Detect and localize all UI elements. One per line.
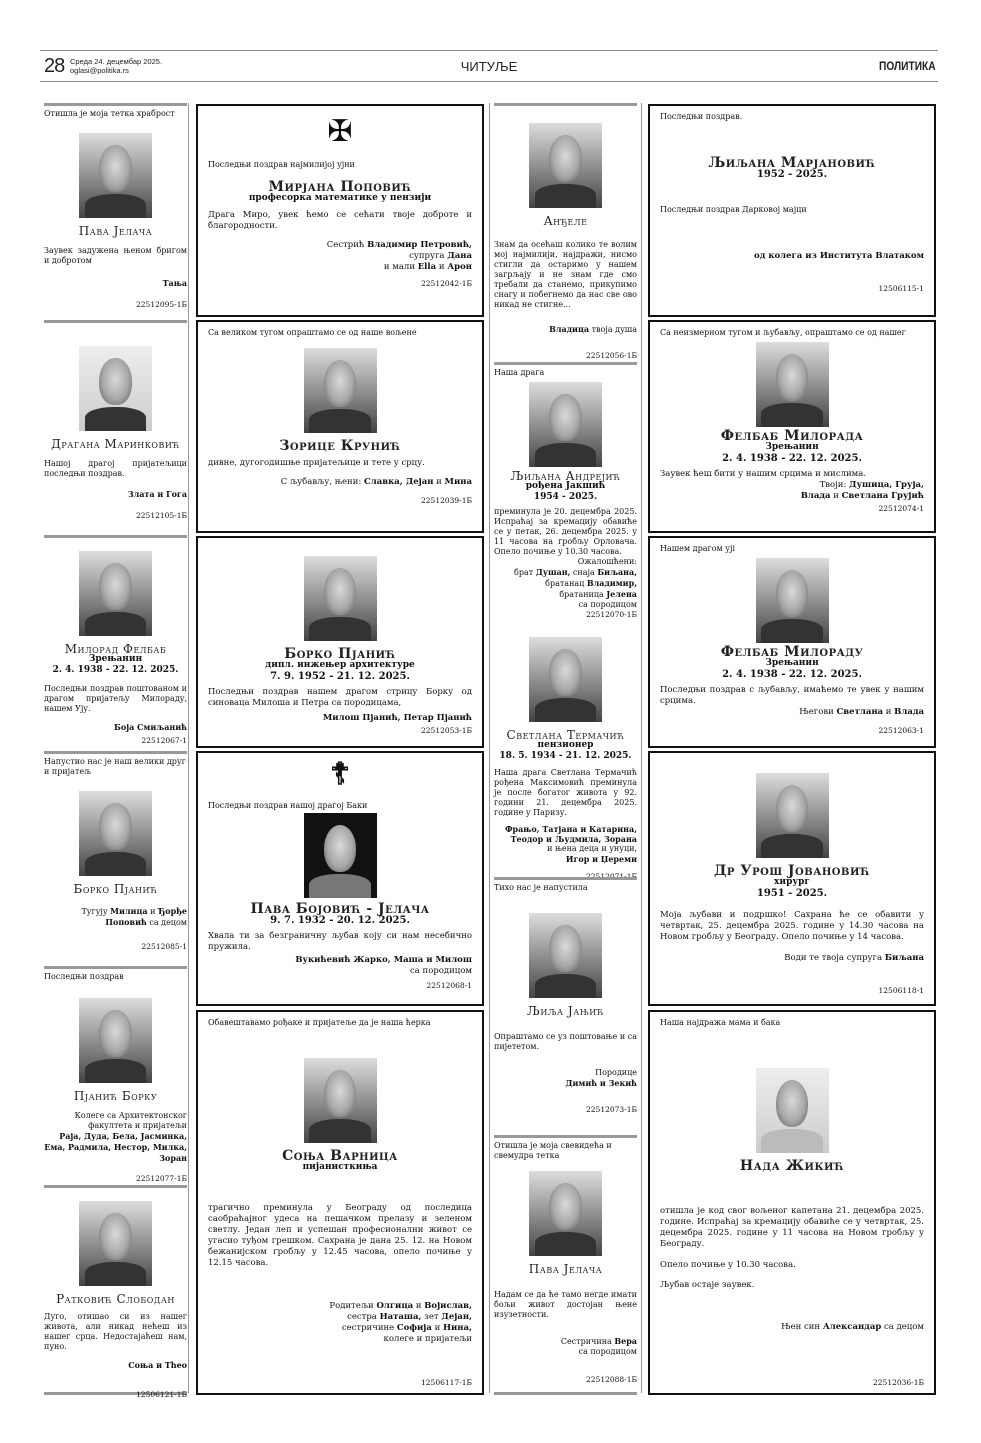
obituary-notice bbox=[196, 536, 484, 748]
portrait-photo bbox=[756, 342, 829, 427]
notice-signature bbox=[660, 707, 924, 718]
deceased-name: Нада Жикић bbox=[739, 1158, 845, 1174]
notice-intro: Обавештавамо рођаке и пријатеље да је наша ћерка bbox=[208, 1018, 431, 1027]
notice-text: Заувек ћеш бити у нашим срцима и мислима. bbox=[660, 469, 867, 479]
page-header bbox=[40, 50, 938, 82]
obituary-notice bbox=[648, 104, 936, 317]
obituary-notice bbox=[196, 104, 484, 317]
signature-name: Влада bbox=[894, 707, 924, 717]
deceased-name: Љиљана Андрејић bbox=[510, 469, 621, 483]
signature-text: са децом bbox=[881, 1322, 924, 1332]
notice-signature: са породицом bbox=[410, 966, 472, 976]
signature-text: Њен син bbox=[781, 1322, 823, 1332]
signature-name: Димић и Зекић bbox=[565, 1078, 637, 1088]
portrait-photo bbox=[529, 123, 602, 208]
notice-signature bbox=[660, 953, 924, 964]
obituary-notice bbox=[196, 320, 484, 533]
orthodox-cross-icon: ✠ bbox=[327, 114, 353, 149]
column-divider bbox=[188, 103, 189, 1393]
portrait-photo bbox=[79, 551, 152, 636]
signature-text: твоја душа bbox=[589, 325, 637, 334]
portrait-photo bbox=[79, 133, 152, 218]
life-dates: 1952 - 2025. bbox=[756, 169, 828, 180]
portrait-photo bbox=[756, 558, 829, 643]
signature-text: Твоји: bbox=[819, 480, 850, 490]
ad-code: 22512085-1 bbox=[141, 942, 187, 951]
signature-name: Нина, bbox=[442, 1323, 472, 1333]
notice-text: Знам да осећаш колико те волим мој најмилији, најдражи, нисмо стигли да остаримо у нашем загрљају и не знам где смо требали да станемо, прикупимо снагу и побегнемо да нас све ово никад не стигне... bbox=[494, 240, 637, 309]
portrait-photo bbox=[79, 346, 152, 431]
signature-name: Душица, Груја, bbox=[849, 480, 924, 490]
column-divider bbox=[641, 103, 642, 1393]
signature-name: Арон bbox=[447, 262, 472, 272]
obituary-notice bbox=[44, 535, 187, 750]
ad-code: 22512053-1Б bbox=[421, 726, 472, 735]
signature-text: и bbox=[830, 491, 842, 501]
signature-text: Води те твоја супруга bbox=[784, 953, 885, 963]
ad-code: 22512071-1Б bbox=[586, 872, 637, 881]
notice-text: Последњи поздрав с љубављу, имаћемо те увек у нашим срцима. bbox=[660, 685, 924, 706]
signature-text: и њена деца и унуци, bbox=[547, 844, 637, 853]
ad-code: 22512070-1Б bbox=[586, 610, 637, 619]
contact-email[interactable]: oglasi@politika.rs bbox=[70, 66, 129, 75]
notice-signature bbox=[660, 480, 924, 502]
signature-text: братанац bbox=[545, 579, 587, 588]
ad-code: 22512036-1Б bbox=[873, 1378, 924, 1387]
deceased-name: Соња Варница bbox=[282, 1148, 398, 1164]
notice-intro: Отишла је моја свевидећа и свемудра тетка bbox=[494, 1141, 612, 1160]
notice-text: Драга Миро, увек ћемо се сећати твоје доброте и благородности. bbox=[208, 210, 472, 231]
deceased-name: Фелбаб Милораду bbox=[720, 644, 864, 660]
ad-code: 12506117-1Б bbox=[421, 1378, 472, 1387]
signature-name: Милица bbox=[110, 906, 148, 916]
life-dates: 2. 4. 1938 - 22. 12. 2025. bbox=[722, 453, 862, 464]
notice-text: преминула је 20. децембра 2025. Испраћај за кремацију обавиће се у петак, 26. децембра 2025. у 11 часова на гробљу Орловача. Опело почиње у 10.30 часова. bbox=[494, 507, 637, 556]
obituary-notice bbox=[44, 966, 187, 1184]
signature-text: са децом bbox=[146, 918, 187, 927]
signature-text: Тугују bbox=[81, 907, 111, 916]
signature-text: колеге и пријатељи bbox=[383, 1334, 472, 1344]
life-dates: 2. 4. 1938 - 22. 12. 2025. bbox=[722, 669, 862, 680]
obituary-notice bbox=[44, 751, 187, 966]
life-dates: 1954 - 2025. bbox=[533, 492, 598, 502]
notice-signature: Боја Смиљанић bbox=[114, 722, 187, 732]
signature-name: Јелена bbox=[606, 589, 637, 599]
notice-text: Дуго, отишао си из нашег живота, али никад нећеш из нашег срца. Недостајаћеш нам, пуно. bbox=[44, 1312, 187, 1351]
obituary-notice bbox=[44, 320, 187, 535]
signature-text: и bbox=[431, 1323, 443, 1333]
portrait-photo bbox=[529, 382, 602, 467]
notice-text: трагично преминула у Београду од последица саобраћајног удеса на пешачком прелазу и зеленом светлу. Један леп и успешан професионални живот се угасио туђом грешком. Сахрана је дана 25. 12. на Новом бежанијском гробљу у 12.45 часова, опело почиње у 12.15 часова. bbox=[208, 1203, 472, 1268]
deceased-name: Анђеле bbox=[543, 214, 588, 228]
life-dates: 1951 - 2025. bbox=[756, 888, 828, 899]
signature-text: Колеге са Архитектонског bbox=[74, 1111, 187, 1120]
ad-code: 12506118-1 bbox=[878, 986, 924, 995]
obituary-notice bbox=[494, 103, 637, 359]
ad-code: 22512067-1 bbox=[141, 736, 187, 745]
deceased-name: Зорице Крунић bbox=[279, 438, 401, 454]
notice-intro: Са великом тугом опраштамо се од наше вољене bbox=[208, 328, 417, 337]
obituary-notice bbox=[494, 362, 637, 624]
signature-text: и bbox=[147, 907, 159, 916]
obituary-notice bbox=[196, 751, 484, 1006]
signature-text: С љубављу, њени: bbox=[280, 477, 364, 487]
signature-name: Ella bbox=[417, 262, 437, 272]
issue-date: Среда 24. децембар 2025. bbox=[70, 57, 163, 66]
notice-signature bbox=[44, 1111, 187, 1164]
signature-name: Фрањо, Татјана и Катарина, bbox=[504, 824, 637, 834]
notice-signature bbox=[208, 240, 472, 273]
deceased-name: Пава Јелача bbox=[528, 1262, 603, 1276]
signature-name: Мина bbox=[444, 477, 472, 487]
ad-code: 22512039-1Б bbox=[421, 496, 472, 505]
deceased-name: Љиља Јањић bbox=[526, 1004, 605, 1018]
notice-intro: Нашем драгом ујi bbox=[660, 544, 736, 553]
notice-signature bbox=[494, 557, 637, 610]
deceased-name: Борко Пјанић bbox=[73, 882, 158, 896]
notice-text: Последњи поздрав Дарковој мајци bbox=[660, 205, 807, 214]
portrait-photo bbox=[304, 556, 377, 641]
deceased-town: Зрењанин bbox=[88, 654, 143, 664]
deceased-name: Ратковић Слободан bbox=[56, 1292, 175, 1306]
ad-code: 22512077-1Б bbox=[136, 1174, 187, 1183]
notice-signature bbox=[494, 1336, 637, 1357]
notice-signature: Вукићевић Жарко, Маша и Милош bbox=[295, 955, 472, 965]
maiden-name: рођена Јакшић bbox=[525, 481, 606, 491]
signature-text: Сестрић bbox=[326, 240, 368, 250]
obituary-notice bbox=[44, 1185, 187, 1399]
signature-text: супруга bbox=[409, 251, 448, 261]
orthodox-cross-icon: ☦ bbox=[330, 757, 350, 792]
ad-code: 22512095-1Б bbox=[136, 300, 187, 309]
life-dates: 7. 9. 1952 - 21. 12. 2025. bbox=[270, 671, 410, 682]
signature-text: снаја bbox=[570, 568, 598, 577]
deceased-name: Фелбаб Милорада bbox=[720, 428, 864, 444]
notice-intro: Отишла је моја тетка храброст bbox=[44, 109, 175, 118]
signature-name: Светлана Грујић bbox=[841, 491, 924, 501]
ad-code: 22512074-1 bbox=[878, 504, 924, 513]
portrait-photo bbox=[79, 791, 152, 876]
signature-text: и bbox=[433, 477, 445, 487]
notice-text: Последњи поздрав нашем драгом стрицу Борку од синоваца Милоша и Петра са породицама, bbox=[208, 687, 472, 708]
notice-intro: Са неизмерном тугом и љубављу, опраштамо се од нашег bbox=[660, 328, 906, 337]
ad-code: 22512068-1 bbox=[426, 981, 472, 990]
ad-code: 12506121-1Б bbox=[136, 1390, 187, 1399]
signature-name: Војислав, bbox=[424, 1301, 472, 1311]
deceased-town: Зрењанин bbox=[765, 442, 819, 452]
notice-intro: Наша најдража мама и бака bbox=[660, 1018, 781, 1027]
signature-text: сестричине bbox=[341, 1323, 397, 1333]
signature-name: Славка, Дејан bbox=[363, 477, 434, 487]
signature-name: Дејан, bbox=[441, 1312, 472, 1322]
deceased-name: Милорад Фелбаб bbox=[64, 642, 167, 656]
section-title: ЧИТУЉЕ bbox=[460, 59, 518, 74]
notice-intro: Последњи поздрав bbox=[44, 972, 124, 981]
deceased-name: Пава Бојовић - Јелача bbox=[250, 901, 430, 917]
deceased-name: Борко Пјанић bbox=[284, 646, 396, 662]
signature-names: Раја, Дуда, Бела, Јасминка, Ема, Радмила, Нестор, Милка, Зоран bbox=[44, 1131, 187, 1163]
deceased-name: Љиљана Марјановић bbox=[708, 155, 876, 171]
obituary-notice bbox=[648, 751, 936, 1006]
notice-intro: Тихо нас је напустила bbox=[494, 883, 588, 892]
notice-text: Наша драга Светлана Термачић рођена Максимовић преминула је после богатог живота у 92. години 21. децембра 2025. године у Паризу. bbox=[494, 768, 637, 817]
notice-signature bbox=[208, 477, 472, 488]
notice-intro: Напустио нас је наш велики друг и пријатељ bbox=[44, 757, 186, 776]
portrait-photo bbox=[304, 813, 377, 898]
portrait-photo bbox=[79, 1201, 152, 1286]
signature-name: Александар bbox=[822, 1322, 882, 1332]
deceased-name: Мирјана Поповић bbox=[268, 179, 412, 195]
notice-signature: Тања bbox=[162, 278, 187, 288]
mourners-label: Ожалошћени: bbox=[577, 557, 637, 566]
portrait-photo bbox=[304, 348, 377, 433]
notice-signature bbox=[208, 1301, 472, 1345]
notice-text: Хвала ти за безграничну љубав коју си нам несебично пружила. bbox=[208, 931, 472, 952]
portrait-photo bbox=[79, 998, 152, 1083]
notice-text: Последњи поздрав поштованом и драгом пријатељу Милораду, нашем Ују. bbox=[44, 684, 187, 713]
signature-name: Поповић bbox=[105, 917, 147, 927]
notice-text: Опраштамо се уз поштовање и са пијететом. bbox=[494, 1032, 637, 1051]
signature-name: Владица bbox=[549, 324, 590, 334]
signature-name: Софија bbox=[396, 1323, 432, 1333]
signature-text: Породице bbox=[595, 1068, 637, 1077]
notice-intro: Последњи поздрав. bbox=[660, 112, 743, 121]
signature-name: Владимир, bbox=[586, 578, 637, 588]
signature-text: са породицом bbox=[578, 600, 637, 609]
deceased-title: хирург bbox=[774, 877, 810, 887]
notice-text: Надам се да ће тамо негде имати бољи живот достојан њене изузетности. bbox=[494, 1290, 637, 1319]
signature-name: Биљана, bbox=[597, 567, 637, 577]
deceased-title: пензионер bbox=[537, 740, 594, 750]
notice-signature: Соња и Theo bbox=[128, 1360, 187, 1370]
obituary-notice bbox=[494, 1135, 637, 1395]
signature-name: Наташа, bbox=[379, 1312, 422, 1322]
notice-signature bbox=[44, 906, 187, 928]
notice-text: Опело почиње у 10.30 часова. bbox=[660, 1260, 796, 1270]
portrait-photo bbox=[304, 1058, 377, 1143]
signature-name: Владимир Петровић, bbox=[367, 240, 472, 250]
notice-text: Заувек задужена њеном бригом и добротом bbox=[44, 246, 187, 265]
notice-signature bbox=[494, 324, 637, 335]
signature-name: Душан, bbox=[535, 567, 571, 577]
ad-code: 22512105-1Б bbox=[136, 511, 187, 520]
notice-signature bbox=[494, 824, 637, 864]
signature-name: Дана bbox=[447, 251, 472, 261]
notice-intro: Последњи поздрав најмилијој ујни bbox=[208, 160, 355, 169]
signature-name: Биљана bbox=[884, 953, 924, 963]
notice-text: Нашој драгој пријатељици последњи поздрав. bbox=[44, 459, 187, 478]
signature-name: Олгица bbox=[376, 1301, 414, 1311]
portrait-photo bbox=[756, 1068, 829, 1153]
notice-intro: Последњи поздрав нашој драгој Баки bbox=[208, 801, 368, 810]
notice-text: отишла је код свог вољеног капетана 21. децембра 2025. године. Испраћај за кремацију обавиће се у четвртак, 25. децембра 2025. године у 11 часова на Новом гробљу у Београду. bbox=[660, 1206, 924, 1249]
signature-text: зет bbox=[421, 1312, 442, 1322]
signature-text: Сестричина bbox=[560, 1337, 615, 1346]
signature-text: са породицом bbox=[578, 1347, 637, 1356]
ad-code: 22512073-1Б bbox=[586, 1105, 637, 1114]
signature-text: Родитељи bbox=[329, 1301, 377, 1311]
obituary-notice bbox=[196, 1010, 484, 1395]
notice-text: Љубав остаје заувек. bbox=[660, 1280, 755, 1290]
obituary-notice bbox=[648, 1010, 936, 1395]
signature-name: Игор и Џереми bbox=[565, 854, 637, 864]
signature-text: и bbox=[883, 707, 895, 717]
ad-code: 22512056-1Б bbox=[586, 351, 637, 360]
deceased-name: Светлана Термачић bbox=[506, 728, 625, 742]
life-dates: 18. 5. 1934 - 21. 12. 2025. bbox=[499, 751, 632, 761]
obituary-notice bbox=[494, 877, 637, 1132]
signature-text: брат bbox=[514, 568, 536, 577]
notice-intro: Наша драга bbox=[494, 368, 545, 377]
portrait-photo bbox=[529, 913, 602, 998]
page-number: 28 bbox=[44, 55, 65, 77]
obituary-notice bbox=[44, 103, 187, 319]
deceased-town: Зрењанин bbox=[765, 658, 819, 668]
signature-name: Теодор и Људмила, Зорана bbox=[510, 834, 637, 844]
deceased-title: пијанисткиња bbox=[302, 1162, 378, 1172]
signature-name: Влада bbox=[800, 491, 831, 501]
obituary-notice bbox=[648, 320, 936, 533]
notice-text: дивне, дугогодишње пријатељице и тете у срцу. bbox=[208, 458, 425, 468]
signature-name: Ђорђе bbox=[158, 906, 187, 916]
notice-signature bbox=[494, 1068, 637, 1089]
signature-name: Вера bbox=[614, 1336, 637, 1346]
notice-signature bbox=[660, 1322, 924, 1333]
ad-code: 22512088-1Б bbox=[586, 1375, 637, 1384]
obituary-notice bbox=[494, 626, 637, 881]
deceased-title: професорка математике у пензији bbox=[248, 193, 432, 203]
deceased-title: дипл. инжењер архитектуре bbox=[265, 660, 415, 670]
signature-text: и мали bbox=[383, 262, 418, 272]
deceased-name: Пава Јелача bbox=[78, 224, 153, 238]
signature-text: и bbox=[436, 262, 448, 272]
ad-code: 12506115-1 bbox=[878, 284, 924, 293]
notice-signature: Злата и Гога bbox=[127, 489, 187, 499]
signature-text: сестра bbox=[347, 1312, 380, 1322]
life-dates: 2. 4. 1938 - 22. 12. 2025. bbox=[52, 665, 179, 675]
deceased-name: Пјанић Борку bbox=[73, 1089, 158, 1103]
brand-logo: ПОЛИТИКА bbox=[879, 59, 936, 73]
deceased-name: Др Урош Јовановић bbox=[713, 863, 871, 879]
deceased-name: Драгана Маринковић bbox=[51, 437, 180, 451]
signature-name: Светлана bbox=[836, 707, 884, 717]
column-divider bbox=[489, 103, 490, 1393]
notice-signature: од колега из Института Влатаком bbox=[754, 251, 924, 261]
signature-text: братаница bbox=[559, 590, 607, 599]
portrait-photo bbox=[756, 773, 829, 858]
ad-code: 22512063-1 bbox=[878, 726, 924, 735]
signature-text: Његови bbox=[799, 707, 837, 717]
life-dates: 9. 7. 1932 - 20. 12. 2025. bbox=[270, 915, 410, 926]
obituary-notice bbox=[648, 536, 936, 748]
notice-text: Моја љубави и подршко! Сахрана ће се обавити у четвртак, 25. децембра 2025. године у 14.30 часова на Новом гробљу у Београду. Опело почиње у 14 часова. bbox=[660, 910, 924, 942]
notice-signature: Милош Пјанић, Петар Пјанић bbox=[322, 713, 472, 723]
signature-text: факултета и пријатељи bbox=[88, 1121, 187, 1130]
portrait-photo bbox=[529, 637, 602, 722]
portrait-photo bbox=[529, 1171, 602, 1256]
signature-text: и bbox=[413, 1301, 425, 1311]
ad-code: 22512042-1Б bbox=[421, 279, 472, 288]
